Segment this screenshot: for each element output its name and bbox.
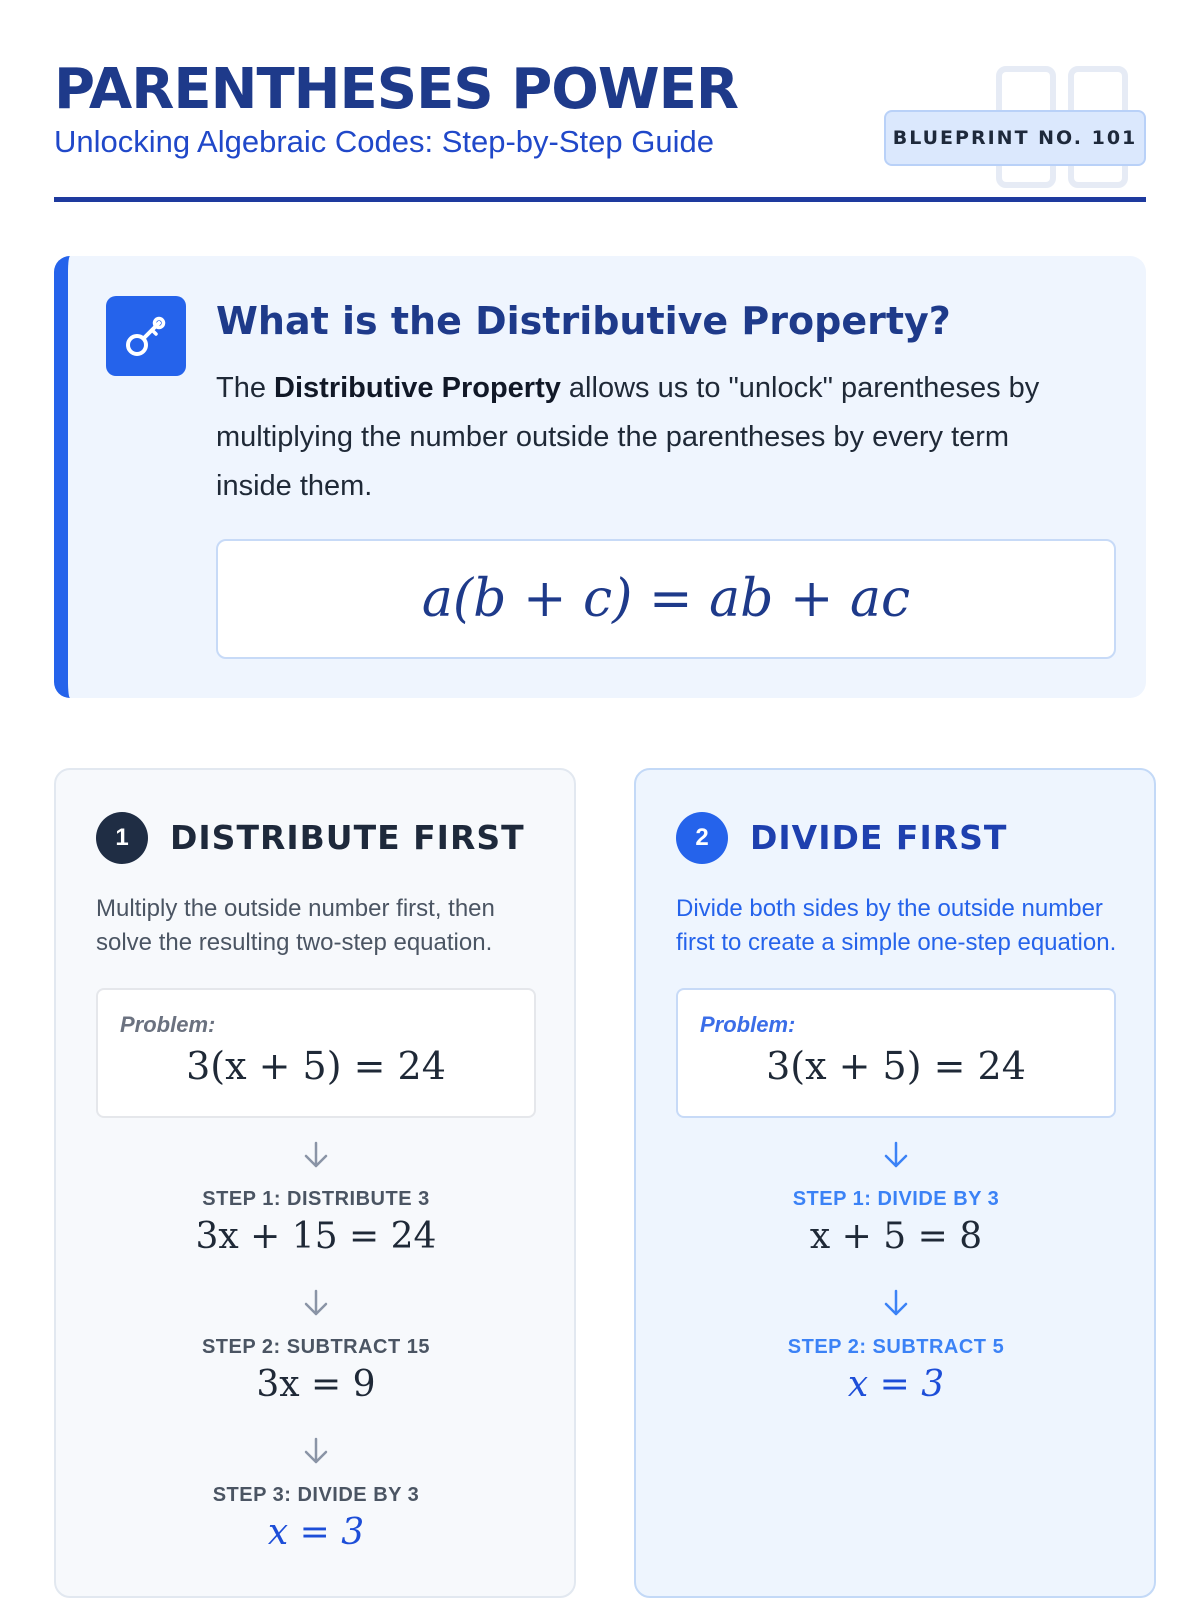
step-label: STEP 1: DIVIDE BY 3 <box>792 1188 1000 1210</box>
arrow-down-icon <box>881 1140 911 1170</box>
method-card-divide-first <box>634 768 1156 1598</box>
problem-box <box>676 988 1116 1118</box>
final-answer: x = 3 <box>267 1512 365 1553</box>
arrow-down-icon <box>301 1436 331 1466</box>
arrow-down-icon <box>301 1288 331 1318</box>
problem-equation: 3(x + 5) = 24 <box>186 1044 446 1088</box>
step-label: STEP 2: SUBTRACT 5 <box>787 1336 1005 1358</box>
step-label: STEP 3: DIVIDE BY 3 <box>212 1484 420 1506</box>
definition-text-after: allows us to "unlock" parentheses by multiplying the number outside the parentheses by every term inside them. <box>216 372 1040 502</box>
definition-text-bold: Distributive Property <box>274 372 561 404</box>
final-answer: x = 3 <box>847 1364 945 1405</box>
step-item <box>96 1288 536 1436</box>
method-title: DIVIDE FIRST <box>750 818 1008 857</box>
step-item <box>96 1140 536 1288</box>
key-icon <box>106 296 186 376</box>
method-title: DISTRIBUTE FIRST <box>170 818 525 857</box>
problem-label: Problem: <box>700 1012 796 1037</box>
step-item <box>96 1436 536 1584</box>
definition-card <box>54 256 1146 698</box>
step-label: STEP 2: SUBTRACT 15 <box>201 1336 431 1358</box>
method-description: Divide both sides by the outside number first to create a simple one-step equation. <box>676 895 1117 956</box>
page-header <box>54 58 1146 202</box>
step-equation: 3x + 15 = 24 <box>195 1216 437 1257</box>
method-description: Multiply the outside number first, then solve the resulting two-step equation. <box>96 895 495 956</box>
steps-list <box>676 1140 1116 1436</box>
page-subtitle: Unlocking Algebraic Codes: Step-by-Step Guide <box>54 124 714 159</box>
problem-equation: 3(x + 5) = 24 <box>766 1044 1026 1088</box>
steps-list <box>96 1140 536 1584</box>
step-item <box>676 1140 1116 1288</box>
problem-label: Problem: <box>120 1012 216 1037</box>
step-equation: 3x = 9 <box>256 1364 376 1405</box>
definition-title: What is the Distributive Property? <box>216 299 951 343</box>
blueprint-badge-wrap <box>884 110 1146 166</box>
step-item <box>676 1288 1116 1436</box>
method-number-badge: 1 <box>96 812 148 864</box>
page-title: PARENTHESES POWER <box>54 57 739 122</box>
method-card-distribute-first <box>54 768 576 1598</box>
distributive-formula: a(b + c) = ab + ac <box>421 569 911 629</box>
method-number-badge: 2 <box>676 812 728 864</box>
definition-text <box>216 364 1086 511</box>
definition-text-before: The <box>216 372 275 404</box>
blueprint-badge: BLUEPRINT NO. 101 <box>884 110 1146 166</box>
formula-box <box>216 539 1116 659</box>
step-equation: x + 5 = 8 <box>809 1216 983 1257</box>
step-label: STEP 1: DISTRIBUTE 3 <box>202 1188 430 1210</box>
arrow-down-icon <box>881 1288 911 1318</box>
problem-box <box>96 988 536 1118</box>
arrow-down-icon <box>301 1140 331 1170</box>
